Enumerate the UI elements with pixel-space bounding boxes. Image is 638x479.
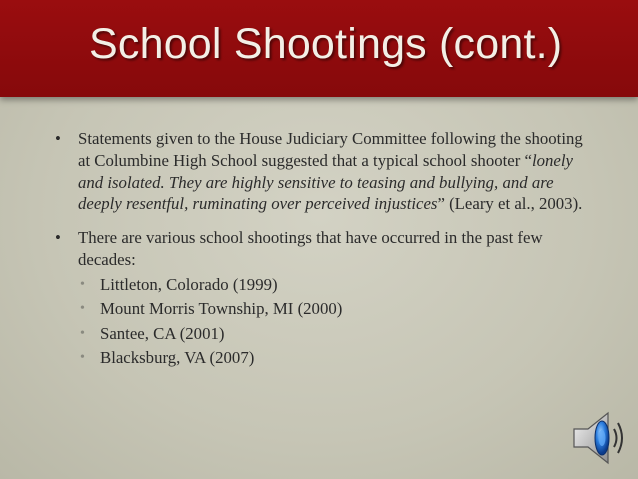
list-item-text: Littleton, Colorado (1999)	[100, 274, 278, 294]
title-bar	[0, 0, 638, 97]
list-item	[78, 297, 595, 322]
list-item	[78, 346, 595, 371]
bullet-2	[55, 227, 595, 371]
shooting-list	[78, 273, 595, 371]
list-item	[78, 322, 595, 347]
sub-bullet-dot: •	[80, 325, 85, 341]
bullet-1-citation: ” (Leary et al., 2003).	[437, 194, 583, 214]
sub-bullet-dot: •	[80, 301, 85, 317]
bullet-1-text: Statements given to the House Judiciary Committee following the shooting at Columbine High School suggested that a typical school shooter “	[78, 129, 583, 170]
list-item-text: Mount Morris Township, MI (2000)	[100, 299, 343, 319]
slide-title: School Shootings (cont.)	[89, 20, 563, 68]
bullet-dot: •	[55, 129, 61, 148]
sub-bullet-dot: •	[80, 276, 85, 292]
list-item-text: Blacksburg, VA (2007)	[100, 348, 255, 368]
bullet-2-text: There are various school shootings that have occurred in the past few decades:	[78, 228, 543, 269]
bullet-1	[55, 128, 595, 215]
list-item-text: Santee, CA (2001)	[100, 323, 225, 343]
sub-bullet-dot: •	[80, 350, 85, 366]
speaker-icon[interactable]	[570, 407, 626, 467]
bullet-1-quote: lonely and isolated. They are highly sensitive to teasing and bullying, and are deeply resentful, ruminating over perceived injustices	[78, 150, 573, 214]
bullet-dot: •	[55, 228, 61, 248]
list-item	[78, 273, 595, 298]
slide-content	[55, 128, 595, 383]
